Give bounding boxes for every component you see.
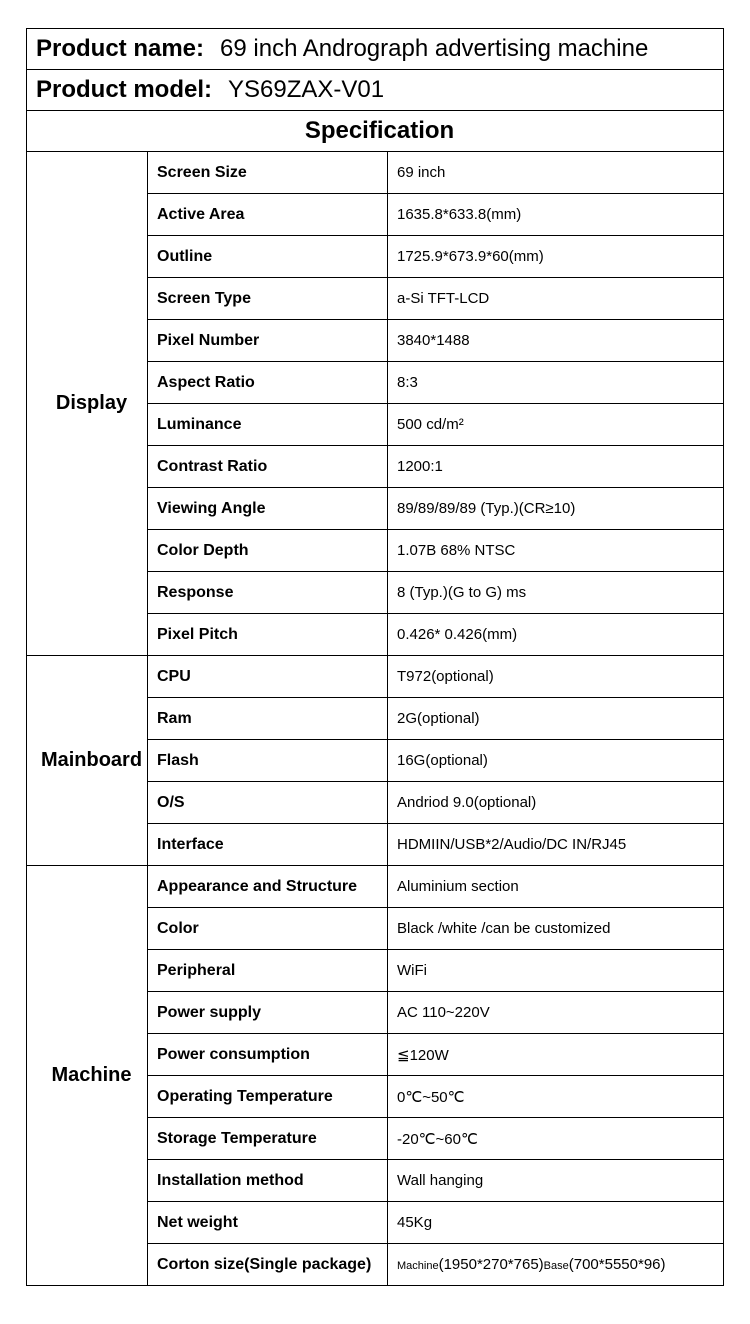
spec-name: Response (148, 572, 388, 614)
spec-value: AC 110~220V (388, 992, 724, 1034)
spec-value: 89/89/89/89 (Typ.)(CR≥10) (388, 488, 724, 530)
spec-name: Screen Size (148, 152, 388, 194)
spec-name: Power consumption (148, 1034, 388, 1076)
spec-value: 16G(optional) (388, 740, 724, 782)
spec-value: 1725.9*673.9*60(mm) (388, 236, 724, 278)
spec-value: 500 cd/m² (388, 404, 724, 446)
spec-name: Outline (148, 236, 388, 278)
spec-name: Pixel Pitch (148, 614, 388, 656)
spec-name: Contrast Ratio (148, 446, 388, 488)
spec-value: HDMIIN/USB*2/Audio/DC IN/RJ45 (388, 824, 724, 866)
spec-name: Storage Temperature (148, 1118, 388, 1160)
spec-name: O/S (148, 782, 388, 824)
spec-value: 3840*1488 (388, 320, 724, 362)
spec-name: Pixel Number (148, 320, 388, 362)
carton-size-base-label: Base (543, 1260, 569, 1272)
spec-value: -20℃~60℃ (388, 1118, 724, 1160)
product-model-label: Product model: (36, 76, 213, 103)
spec-value: a-Si TFT-LCD (388, 278, 724, 320)
spec-name: CPU (148, 656, 388, 698)
spec-value (388, 1244, 724, 1286)
group-label-mainboard: Mainboard (27, 656, 148, 866)
spec-name: Screen Type (148, 278, 388, 320)
specification-title: Specification (27, 111, 724, 152)
spec-value: ≦120W (388, 1034, 724, 1076)
spec-value: 0℃~50℃ (388, 1076, 724, 1118)
spec-value: 1200:1 (388, 446, 724, 488)
specification-title-row (27, 111, 724, 152)
spec-value: 45Kg (388, 1202, 724, 1244)
spec-value: 0.426* 0.426(mm) (388, 614, 724, 656)
spec-name: Active Area (148, 194, 388, 236)
spec-value: Wall hanging (388, 1160, 724, 1202)
carton-size-machine-dims: (1950*270*765) (438, 1256, 544, 1273)
group-label-machine: Machine (27, 866, 148, 1286)
product-name-value: 69 inch Andrograph advertising machine (220, 35, 649, 62)
spec-name: Aspect Ratio (148, 362, 388, 404)
product-name-label: Product name: (36, 35, 205, 62)
spec-value: 69 inch (388, 152, 724, 194)
spec-value: 8 (Typ.)(G to G) ms (388, 572, 724, 614)
spec-name: Operating Temperature (148, 1076, 388, 1118)
spec-value: T972(optional) (388, 656, 724, 698)
spec-name: Flash (148, 740, 388, 782)
carton-size-base-dims: (700*5550*96) (568, 1256, 666, 1273)
group-label-display: Display (27, 152, 148, 656)
spec-name: Ram (148, 698, 388, 740)
spec-value: Black /white /can be customized (388, 908, 724, 950)
spec-value: 1635.8*633.8(mm) (388, 194, 724, 236)
spec-name: Color Depth (148, 530, 388, 572)
spec-name: Interface (148, 824, 388, 866)
carton-size-machine-label: Machine (397, 1260, 439, 1272)
spec-value: WiFi (388, 950, 724, 992)
spec-name: Power supply (148, 992, 388, 1034)
table-row (27, 152, 724, 194)
spec-name: Net weight (148, 1202, 388, 1244)
product-model-row (27, 70, 724, 111)
spec-name: Color (148, 908, 388, 950)
spec-name: Luminance (148, 404, 388, 446)
table-row (27, 866, 724, 908)
spec-name: Installation method (148, 1160, 388, 1202)
spec-name: Viewing Angle (148, 488, 388, 530)
spec-name: Peripheral (148, 950, 388, 992)
spec-value: Andriod 9.0(optional) (388, 782, 724, 824)
spec-value: 1.07B 68% NTSC (388, 530, 724, 572)
spec-name: Appearance and Structure (148, 866, 388, 908)
product-name-row (27, 29, 724, 70)
table-row (27, 656, 724, 698)
spec-value: 2G(optional) (388, 698, 724, 740)
spec-name: Corton size(Single package) (148, 1244, 388, 1286)
product-model-value: YS69ZAX-V01 (228, 76, 385, 103)
spec-value: 8:3 (388, 362, 724, 404)
specification-table (26, 28, 724, 1286)
spec-value: Aluminium section (388, 866, 724, 908)
